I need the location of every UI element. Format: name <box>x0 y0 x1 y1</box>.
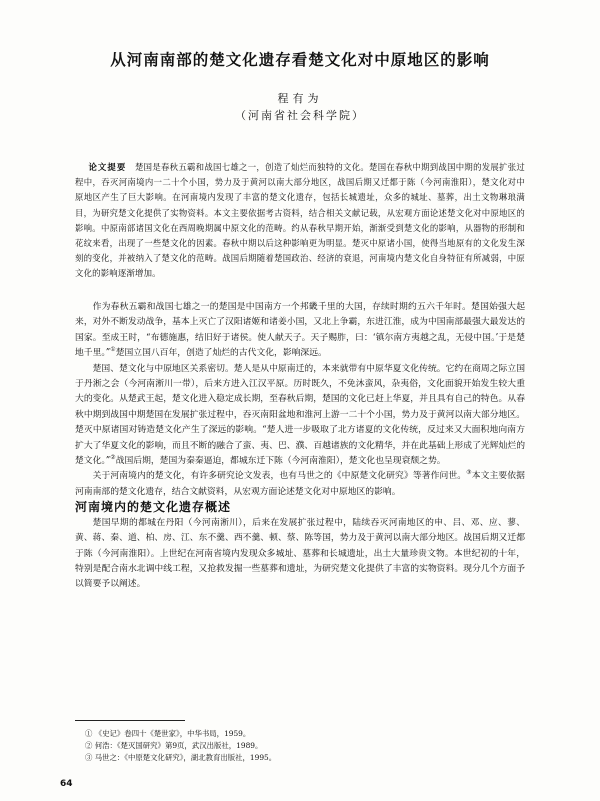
footnote-divider <box>75 720 185 721</box>
abstract <box>75 160 525 282</box>
body-paragraph-2: 楚国、楚文化与中原地区关系密切。楚人是从中原南迁的，本来就带有中原华夏文化传统。它约在商周之际立国于丹淅之会（今河南淅川一带），后来方进入江汉平原。历时既久，不免沐蛮风，杂夷俗，文化面貌开始发生较大重大的变化。从楚武王起，楚文化进入稳定成长期，至春秋后期，楚国的文化已赶上华夏，并且具有自己的特色。从春秋中期到战国中期楚国在发展扩张过程中，吞灭南阳盆地和淮河上游一二十个小国，势力及于黄河以南大部分地区。楚灭中原诸国对铸造楚文化产生了深远的影响。“楚人进一步吸取了北方诸夏的文化传统，反过来又大面积地向南方扩大了华夏文化的影响，而且不断的融合了蛮、夷、巴、濮、百越诸族的文化精华，并在此基础上形成了光辉灿烂的楚文化。”②战国后期，楚国为秦秦逼迫，都城东迁下陈（今河南淮阳），楚文化也呈现衰颓之势。 <box>75 363 525 467</box>
footnote-1: ① 《史记》卷四十《楚世家》，中华书局，1959。 <box>85 729 251 738</box>
page-number: 64 <box>60 779 73 789</box>
body-paragraph-1: 作为春秋五霸和战国七雄之一的楚国是中国南方一个邦畿千里的大国，存续时期约五六千年时。楚国始强大起来，对外不断发动战争，基本上灭亡了汉阳诸姬和诸姜小国，又北上争霸，东进江淮，成为中国南部最强大最发达的国家。至成王时，“布德施惠，结旧好于诸侯。使人献天子。天子赐胙，曰：‘镇尔南方夷越之乱，无侵中国。’于是楚地千里。”①楚国立国八百年，创造了灿烂的古代文化，影响深远。 <box>75 302 525 359</box>
footnotes <box>85 728 525 764</box>
footnote-2: ② 何浩：《楚灭国研究》第9页，武汉出版社，1989。 <box>85 741 263 750</box>
footnote-ref-3: ③ <box>466 469 472 477</box>
body-paragraph-3: 关于河南境内的楚文化，有许多研究论文发表，也有马世之的《中原楚文化研究》等著作问世。③本文主要依据河南南部的楚文化遗存，结合文献资料，从宏观方面论述楚文化对中原地区的影响。 <box>75 469 525 497</box>
article-body <box>75 300 525 593</box>
body-paragraph-4: 楚国早期的都城在丹阳（今河南淅川），后来在发展扩张过程中，陆续吞灭河南地区的申、吕、邓、应、蓼、黄、蒋、秦、道、柏、房、江、东不羹、西不羹、顿、蔡、陈等国，势力及于黄河以南大部分地区。战国后期又迁都于陈（今河南淮阳）。上世纪在河南省境内发现众多城址、墓葬和长城遗址，出土大量珍贵文物。本世纪初的十年，特别是配合南水北调中线工程，又抢救发掘一些墓葬和遗址，为研究楚文化提供了丰富的实物资料。现分几个方面予以简要予以阐述。 <box>75 517 525 590</box>
author-name: 程有为 <box>277 92 323 105</box>
article-title: 从河南南部的楚文化遗存看楚文化对中原地区的影响 <box>110 51 490 69</box>
footnote-ref-1: ① <box>110 346 116 354</box>
footnote-3: ③ 马世之：《中原楚文化研究》，湖北教育出版社，1995。 <box>85 753 277 762</box>
section-heading: 河南境内的楚文化遗存概述 <box>75 500 232 515</box>
abstract-text: 楚国是春秋五霸和战国七雄之一，创造了灿烂而独特的文化。楚国在春秋中期到战国中期的发展扩张过程中，吞灭河南境内一二十个小国，势力及于黄河以南大部分地区，战国后期又迁都于陈（今河南淮阳），楚文化对中原地区产生了巨大影响。在河南境内发现了丰富的楚文化遗存，包括长城遗址，众多的城址、墓葬，出土文物琳琅满目，为研究楚文化提供了实物资料。本文主要依据考古资料，结合相关文献记载，从宏观方面论述楚文化对中原地区的影响。中原南部诸国文化在西周晚期属中原文化的范畴。约从春秋早期开始，渐渐受到楚文化的影响，从器物的形制和花纹来看，出现了一些楚文化的因素。春秋中期以后这种影响更为明显。楚灭中原诸小国，使得当地原有的文化发生深刻的变化，并被纳入了楚文化的范畴。战国后期随着楚国政治、经济的衰退，河南境内楚文化自身特征有所减弱，中原文化的影响逐渐增加。 <box>75 162 526 279</box>
abstract-label: 论文提要 <box>88 162 127 172</box>
footnote-ref-2: ② <box>110 454 116 462</box>
author-affiliation: （河南省社会科学院） <box>235 109 365 122</box>
